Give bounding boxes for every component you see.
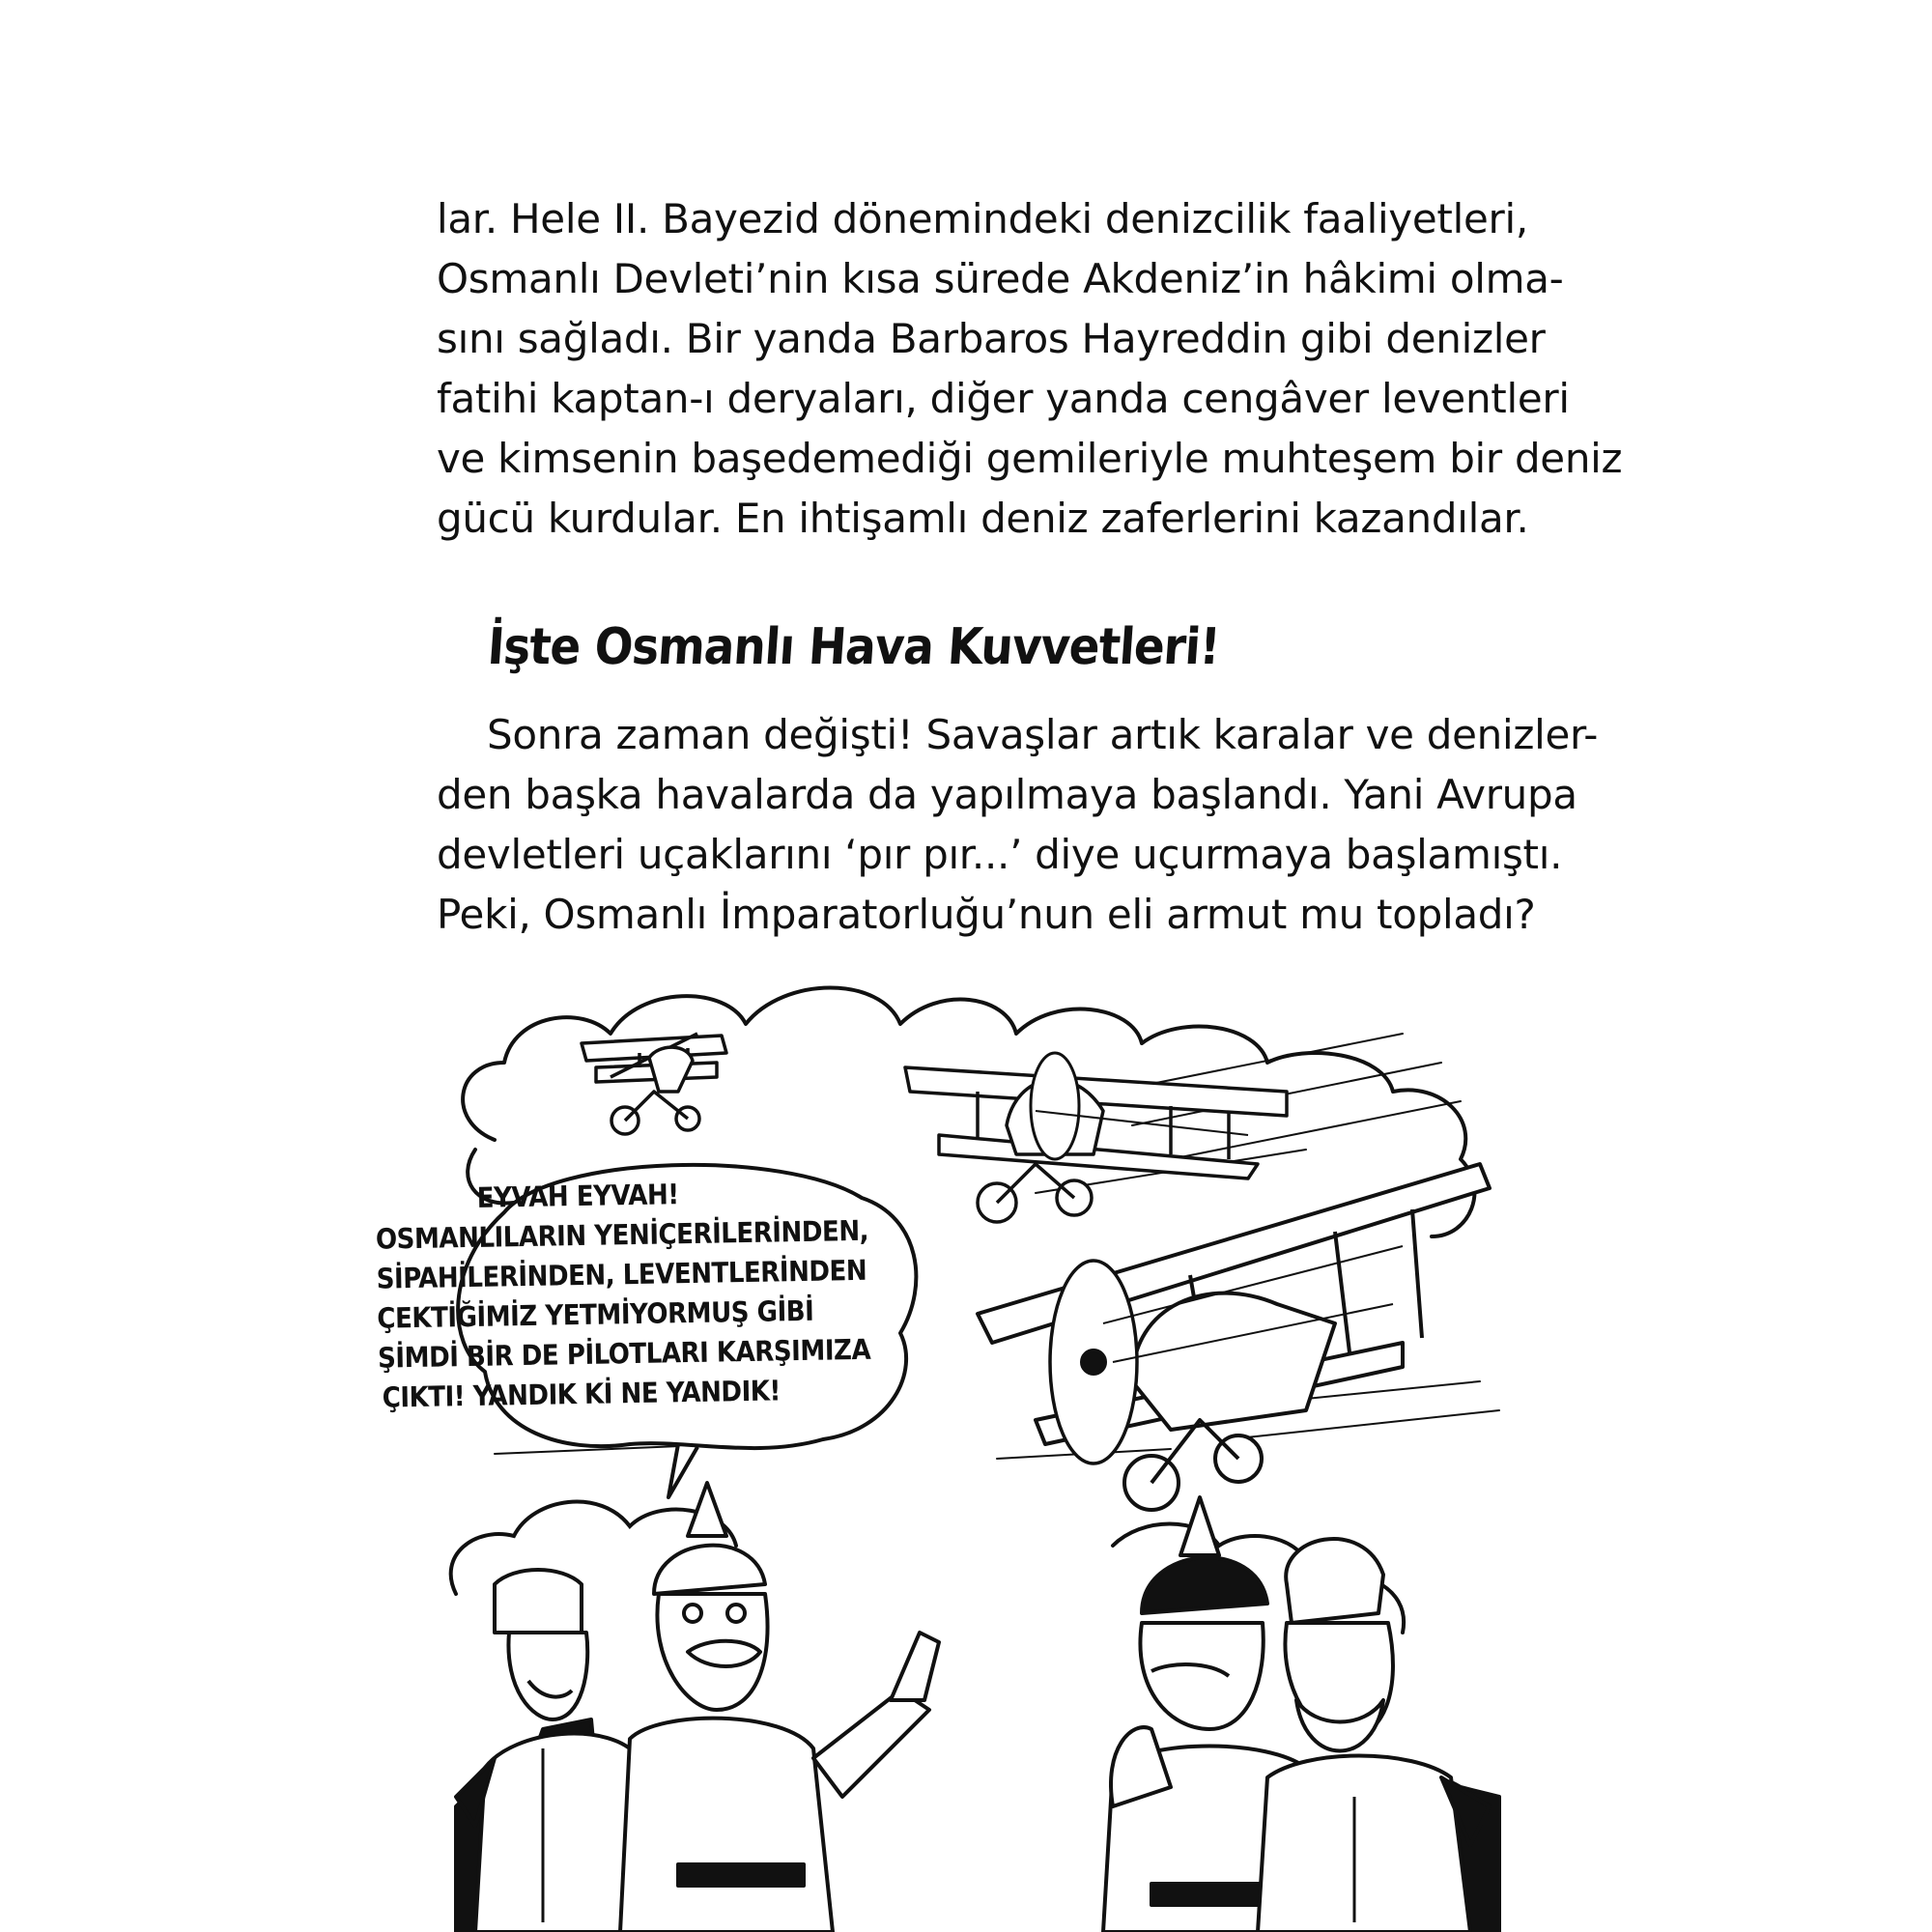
biplane-middle <box>905 1053 1287 1222</box>
bubble-line: EYVAH EYVAH! <box>476 1178 679 1214</box>
cartoon-illustration <box>375 956 1509 1932</box>
bubble-line: ÇEKTİĞİMİZ YETMİYORMUŞ GİBİ <box>377 1293 814 1335</box>
bubble-line: ŞİMDİ BİR DE PİLOTLARI KARŞIMIZA <box>377 1332 871 1375</box>
text-line: Sonra zaman değişti! Savaşlar artık karalar ve denizler- <box>487 711 1599 758</box>
paragraph-air-force <box>437 705 1599 945</box>
text-line: Osmanlı Devleti’nin kısa sürede Akdeniz’in hâkimi olma- <box>437 255 1564 302</box>
text-line: devletleri uçaklarını ‘pır pır...’ diye uçurmaya başlamıştı. <box>437 831 1563 878</box>
text-line: ve kimsenin başedemediği gemileriyle muhteşem bir deniz <box>437 435 1623 482</box>
section-heading: İşte Osmanlı Hava Kuvvetleri! <box>485 618 1222 676</box>
characters-group <box>456 1483 1499 1932</box>
bubble-line: SİPAHİLERİNDEN, LEVENTLERİNDEN <box>376 1253 867 1295</box>
text-line: lar. Hele II. Bayezid dönemindeki denizcilik faaliyetleri, <box>437 195 1528 242</box>
german-officer-pointing <box>620 1483 939 1932</box>
bubble-line: OSMANLILARIN YENİÇERİLERİNDEN, <box>375 1213 869 1256</box>
text-line: den başka havalarda da yapılmaya başlandı. Yani Avrupa <box>437 771 1577 818</box>
biplane-small <box>582 1034 726 1134</box>
biplane-large <box>978 1164 1490 1510</box>
cloud-bottom <box>451 1502 1404 1633</box>
text-line: sını sağladı. Bir yanda Barbaros Hayreddin gibi denizler <box>437 315 1546 362</box>
speech-bubble-text <box>375 1173 871 1417</box>
text-line: Peki, Osmanlı İmparatorluğu’nun eli armut mu topladı? <box>437 891 1536 938</box>
text-line: fatihi kaptan-ı deryaları, diğer yanda cengâver leventleri <box>437 375 1570 422</box>
ottoman-pasha-right <box>1258 1539 1490 1932</box>
text-line: gücü kurdular. En ihtişamlı deniz zaferlerini kazandılar. <box>437 495 1529 542</box>
bubble-line: ÇIKTI! YANDIK Kİ NE YANDIK! <box>382 1374 781 1414</box>
paragraph-navy <box>437 189 1623 549</box>
